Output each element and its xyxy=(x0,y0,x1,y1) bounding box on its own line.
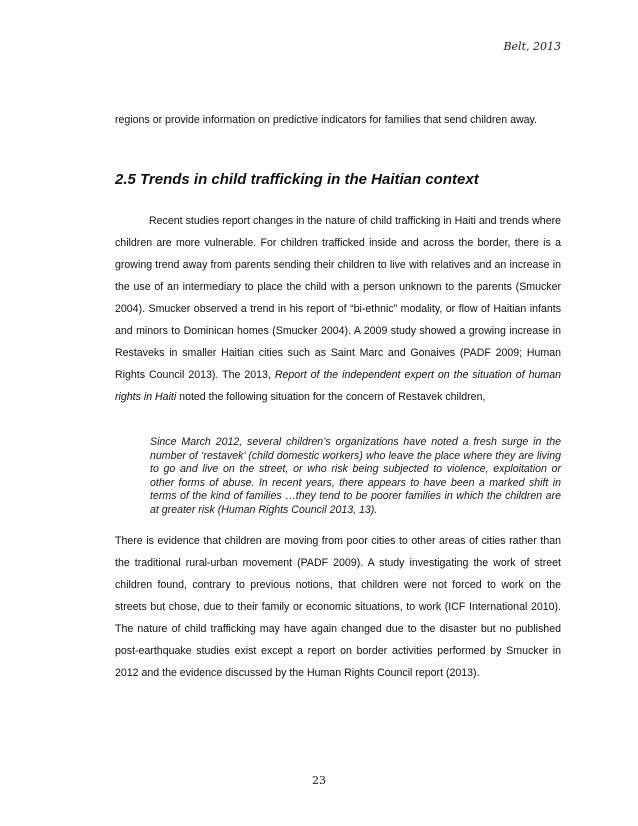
paragraph-evidence: There is evidence that children are moving from poor cities to other areas of cities rather than the traditional rural-urban movement (PADF 2009). A study investigating the work of street children found, contrary to previous notions, that children were not forced to work on the streets but chose, due to their family or economic situations, to work (ICF International 2010). The nature of child trafficking may have again changed due to the disaster but no published post-earthquake studies exist except a report on border activities performed by Smucker in 2012 and the evidence discussed by the Human Rights Council report (2013). xyxy=(115,535,561,679)
running-header: Belt, 2013 xyxy=(503,40,561,53)
paragraph-trends-text-1: Recent studies report changes in the nature of child trafficking in Haiti and trends where children are more vulnerable. For children trafficked inside and across the border, there is a growing trend away from parents sending their children to live with relatives and an increase in the use of an intermediary to place the child with a person unknown to the parents (Smucker 2004). Smucker observed a trend in his report of “bi-ethnic” modality, or flow of Haitian infants and minors to Dominican homes (Smucker 2004). A 2009 study showed a growing increase in Restaveks in smaller Haitian cities such as Saint Marc and Gonaives (PADF 2009; Human Rights Council 2013). The 2013, xyxy=(115,215,561,381)
report-title-italic: Report of the independent expert on the situation of human rights in Haiti xyxy=(115,369,562,403)
paragraph-trends xyxy=(115,210,561,408)
paragraph-trends-text-2: noted the following situation for the concern of Restavek children, xyxy=(176,391,486,403)
page-number: 23 xyxy=(312,774,326,787)
paragraph-intro: regions or provide information on predictive indicators for families that send children away. xyxy=(115,114,537,126)
section-heading: 2.5 Trends in child trafficking in the Haitian context xyxy=(115,171,479,188)
block-quote: Since March 2012, several children’s organizations have noted a fresh surge in the number of ‘restavek’ (child domestic workers) who leave the place where they are living to go and live on the street, or who risk being subjected to violence, exploitation or other forms of abuse. In recent years, there appears to have been a marked shift in terms of the kind of families …they tend to be poorer families in which the children are at greater risk (Human Rights Council 2013, 13). xyxy=(150,436,561,516)
